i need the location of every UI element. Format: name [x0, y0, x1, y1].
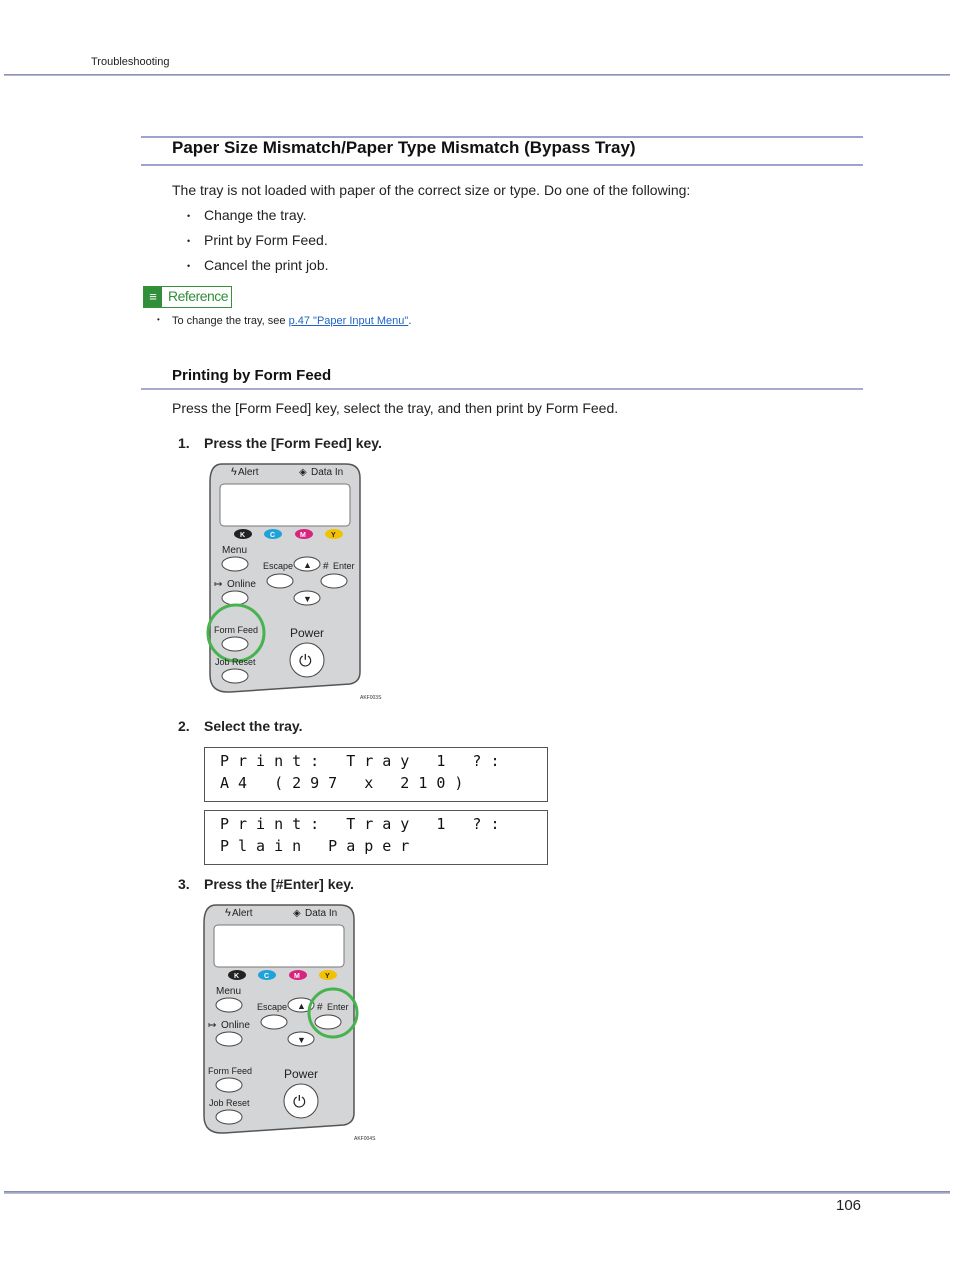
lcd-1-line-1: Print: Tray 1 ?:	[220, 752, 509, 770]
hash-icon: #	[323, 561, 329, 572]
reference-badge	[143, 286, 232, 308]
lcd-screen-size	[204, 747, 548, 802]
section-intro: The tray is not loaded with paper of the correct size or type. Do one of the following:	[172, 182, 691, 198]
data-in-icon: ◈	[299, 467, 307, 478]
figure-code-2: AKF004S	[354, 1136, 376, 1142]
form-feed-label: Form Feed	[208, 1066, 253, 1076]
form-feed-button[interactable]	[222, 637, 248, 651]
online-label: Online	[227, 579, 256, 590]
key-y-label: Y	[325, 973, 330, 980]
online-icon: ↦	[208, 1020, 217, 1031]
reference-suffix: .	[408, 315, 412, 327]
lcd-1-line-2: A4 (297 x 210)	[220, 774, 473, 792]
up-arrow-icon: ▲	[297, 1001, 306, 1011]
power-icon: ⏻	[299, 653, 312, 670]
step-3-text: Press the [#Enter] key.	[204, 876, 354, 892]
down-arrow-icon: ▼	[297, 1035, 306, 1045]
menu-label: Menu	[216, 986, 242, 997]
job-reset-button[interactable]	[222, 669, 248, 683]
alert-label: Alert	[238, 467, 259, 478]
step-1-number: 1.	[178, 435, 190, 451]
job-reset-label: Job Reset	[215, 657, 256, 667]
step-3-number: 3.	[178, 876, 190, 892]
data-in-label: Data In	[311, 467, 344, 478]
step-1	[178, 435, 382, 451]
form-feed-label: Form Feed	[214, 625, 259, 635]
option-form-feed: • Print by Form Feed.	[204, 232, 328, 248]
online-label: Online	[221, 1020, 250, 1031]
enter-button[interactable]	[321, 574, 347, 588]
power-label: Power	[290, 626, 325, 640]
lcd-display	[214, 925, 344, 967]
reference-bullet: •	[157, 315, 160, 324]
lcd-2-line-2: Plain Paper	[220, 837, 419, 855]
lcd-2-line-1: Print: Tray 1 ?:	[220, 815, 509, 833]
enter-label: Enter	[333, 561, 355, 571]
reference-prefix: To change the tray, see	[172, 315, 289, 327]
section-title: Paper Size Mismatch/Paper Type Mismatch (Bypass Tray)	[172, 138, 636, 157]
step-1-text: Press the [Form Feed] key.	[204, 435, 382, 451]
enter-button[interactable]	[315, 1015, 341, 1029]
down-arrow-icon: ▼	[303, 594, 312, 604]
lcd-screen-type	[204, 810, 548, 865]
escape-button[interactable]	[267, 574, 293, 588]
key-y-label: Y	[331, 532, 336, 539]
control-panel-enter	[194, 901, 384, 1146]
footer-rule	[4, 1191, 950, 1194]
running-head: Troubleshooting	[91, 56, 170, 68]
data-in-icon: ◈	[293, 908, 301, 919]
reference-label: Reference	[168, 288, 229, 304]
reference-icon: ≡	[144, 287, 162, 307]
online-button[interactable]	[222, 591, 248, 605]
subsection-intro: Press the [Form Feed] key, select the tray, and then print by Form Feed.	[172, 400, 619, 416]
job-reset-label: Job Reset	[209, 1098, 250, 1108]
key-m-label: M	[294, 973, 300, 980]
alert-label: Alert	[232, 908, 253, 919]
option-cancel: • Cancel the print job.	[204, 257, 329, 273]
power-label: Power	[284, 1067, 319, 1081]
control-panel-form-feed	[200, 460, 390, 705]
online-icon: ↦	[214, 579, 223, 590]
lcd-display	[220, 484, 350, 526]
header-rule	[4, 74, 950, 76]
escape-label: Escape	[263, 561, 294, 571]
key-c-label: C	[264, 973, 270, 980]
key-k-label: K	[240, 532, 246, 539]
step-3	[178, 876, 354, 892]
up-arrow-icon: ▲	[303, 560, 312, 570]
job-reset-button[interactable]	[216, 1110, 242, 1124]
menu-button[interactable]	[222, 557, 248, 571]
paper-input-menu-link[interactable]: p.47 "Paper Input Menu"	[288, 315, 409, 327]
step-2-number: 2.	[178, 718, 190, 734]
form-feed-button[interactable]	[216, 1078, 242, 1092]
subsection-rule	[141, 388, 863, 390]
escape-button[interactable]	[261, 1015, 287, 1029]
hash-icon: #	[317, 1002, 323, 1013]
power-icon: ⏻	[293, 1094, 306, 1111]
alert-icon: ϟ	[225, 907, 231, 919]
menu-label: Menu	[222, 545, 248, 556]
page-number: 106	[836, 1197, 862, 1214]
figure-code-1: AKF003S	[360, 695, 382, 701]
reference-note	[157, 315, 412, 327]
escape-label: Escape	[257, 1002, 288, 1012]
option-change-tray: • Change the tray.	[204, 207, 306, 223]
alert-icon: ϟ	[231, 466, 237, 478]
menu-button[interactable]	[216, 998, 242, 1012]
step-2-text: Select the tray.	[204, 718, 303, 734]
online-button[interactable]	[216, 1032, 242, 1046]
data-in-label: Data In	[305, 908, 338, 919]
subsection-title: Printing by Form Feed	[172, 367, 332, 384]
enter-label: Enter	[327, 1002, 349, 1012]
step-2	[178, 718, 303, 734]
key-k-label: K	[234, 973, 240, 980]
key-m-label: M	[300, 532, 306, 539]
key-c-label: C	[270, 532, 276, 539]
